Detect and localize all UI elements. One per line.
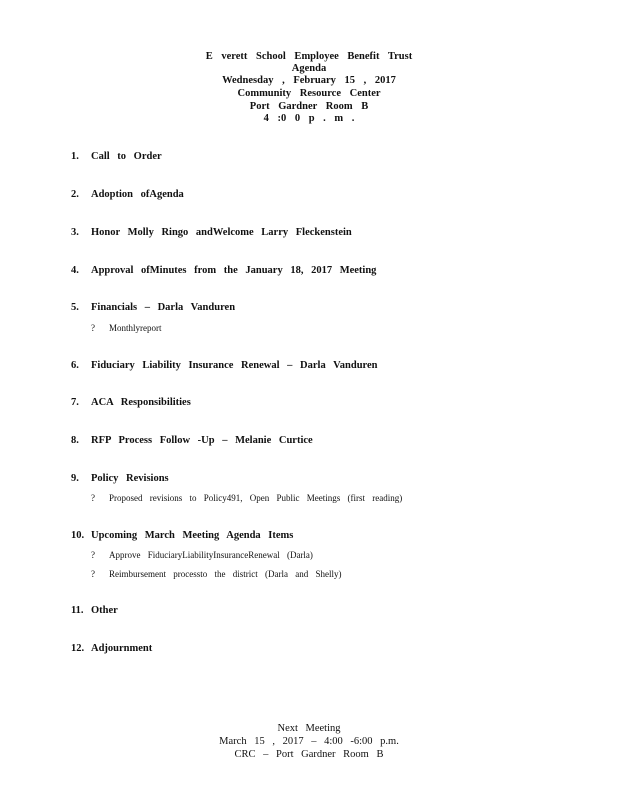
item-text: RFP Process Follow -Up – Melanie Curtice	[91, 435, 313, 446]
bullet-icon: ?	[91, 569, 95, 579]
sub-item	[91, 550, 313, 560]
agenda-item	[71, 189, 184, 200]
agenda-item	[71, 530, 293, 541]
item-text: Approval ofMinutes from the January 18, 2017 Meeting	[91, 265, 377, 276]
header-room: Port Gardner Room B	[249, 101, 369, 112]
item-number: 3.	[71, 227, 79, 238]
agenda-item	[71, 435, 313, 446]
item-text: Upcoming March Meeting Agenda Items	[91, 530, 294, 541]
item-number: 2.	[71, 189, 79, 200]
item-text: Adjournment	[91, 643, 153, 654]
agenda-item	[71, 227, 352, 238]
header-location: Community Resource Center	[237, 88, 381, 99]
agenda-item	[71, 397, 191, 408]
item-text: Honor Molly Ringo andWelcome Larry Fleckenstein	[91, 227, 352, 238]
footer-next-meeting: Next Meeting	[277, 723, 341, 734]
sub-item-text: Monthlyreport	[109, 323, 162, 333]
item-number: 1.	[71, 151, 79, 162]
sub-item-text: Approve FiduciaryLiabilityInsuranceRenewal (Darla)	[109, 550, 313, 560]
agenda-item	[71, 643, 152, 654]
bullet-icon: ?	[91, 550, 95, 560]
sub-item-text: Proposed revisions to Policy491, Open Public Meetings (first reading)	[109, 493, 403, 503]
bullet-icon: ?	[91, 323, 95, 333]
item-number: 8.	[71, 435, 79, 446]
agenda-item	[71, 473, 169, 484]
sub-item	[91, 569, 341, 579]
item-number: 10.	[71, 530, 85, 541]
item-text: ACA Responsibilities	[91, 397, 191, 408]
item-number: 7.	[71, 397, 79, 408]
agenda-item	[71, 265, 376, 276]
item-number: 12.	[71, 643, 85, 654]
item-number: 9.	[71, 473, 79, 484]
agenda-item	[71, 360, 378, 371]
item-text: Other	[91, 605, 118, 616]
item-number: 4.	[71, 265, 79, 276]
sub-item	[91, 493, 402, 503]
sub-item	[91, 323, 162, 333]
agenda-item	[71, 302, 235, 313]
item-number: 5.	[71, 302, 79, 313]
item-number: 6.	[71, 360, 79, 371]
header-trust-name: E verett School Employee Benefit Trust	[205, 51, 413, 62]
footer-next-date: March 15 , 2017 – 4:00 -6:00 p.m.	[219, 736, 399, 747]
item-text: Financials – Darla Vanduren	[91, 302, 236, 313]
item-number: 11.	[71, 605, 84, 616]
sub-item-text: Reimbursement processto the district (Darla and Shelly)	[109, 569, 342, 579]
item-text: Call to Order	[91, 151, 162, 162]
footer-next-location: CRC – Port Gardner Room B	[234, 749, 384, 760]
header-time: 4 :0 0 p . m .	[263, 113, 355, 124]
item-text: Fiduciary Liability Insurance Renewal – Darla Vanduren	[91, 360, 378, 371]
bullet-icon: ?	[91, 493, 95, 503]
header-date: Wednesday , February 15 , 2017	[222, 75, 396, 86]
item-text: Policy Revisions	[91, 473, 169, 484]
header-agenda: Agenda	[291, 63, 327, 74]
agenda-item	[71, 151, 162, 162]
agenda-item	[71, 605, 118, 616]
item-text: Adoption ofAgenda	[91, 189, 184, 200]
